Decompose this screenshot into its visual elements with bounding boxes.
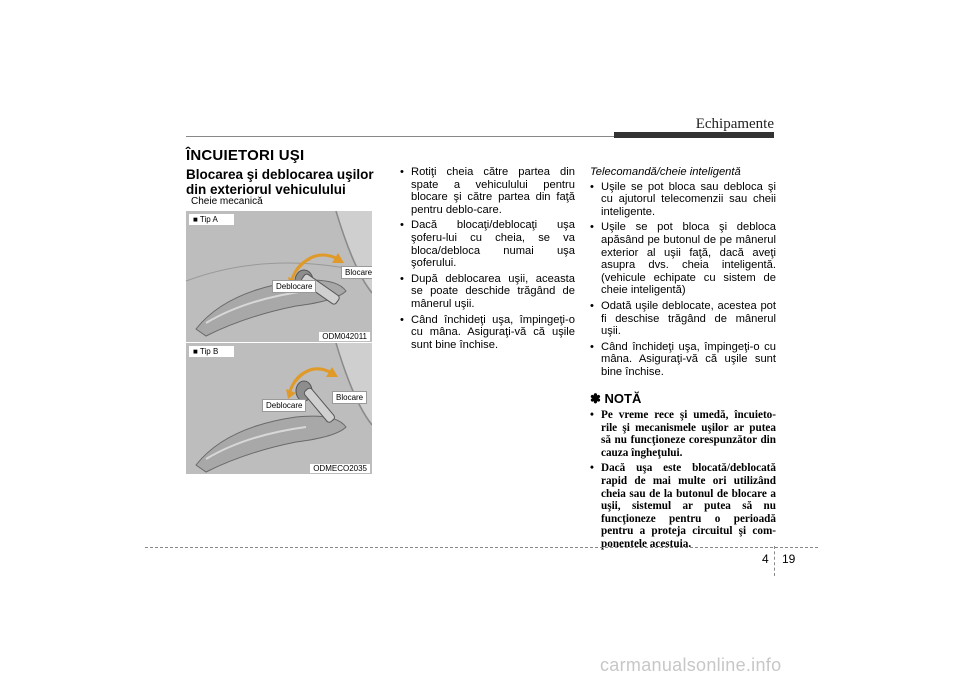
footer-separator [774, 546, 775, 576]
footer-rule [145, 547, 818, 548]
instruction-list [400, 166, 575, 351]
list-item: • Când închideţi uşa, împingeţi-o cu mâna. Asiguraţi-vă că uşile sunt bine închise. [400, 314, 575, 352]
list-item: • După deblocarea uşii, aceasta se poate deschide trăgând de mânerul uşii. [400, 273, 575, 311]
list-item: • Când închideţi uşa, împingeţi-o cu mâna. Asiguraţi-vă că uşile sunt bine închise. [590, 341, 776, 379]
sub-heading: Blocarea şi deblocarea uşilor din exteriorul vehiculului [186, 167, 374, 197]
figure-door-handle-a [186, 211, 372, 342]
figure-type-tag: ■ Tip A [189, 214, 234, 225]
section-title: ÎNCUIETORI UŞI [186, 147, 305, 164]
header-title: Echipamente [695, 116, 774, 132]
remote-key-list [590, 181, 776, 379]
note-list [590, 409, 776, 551]
unlock-callout: Deblocare [272, 280, 316, 293]
list-item: • Uşile se pot bloca şi debloca apăsând pe butonul de pe mânerul exterior al uşii faţă, dacă aveţi asupra dvs. cheia inteligentă. (vehicule echipate cu sistem de cheie inteligentă) [590, 221, 776, 297]
list-item: • Dacă uşa este blocată/deblocată rapid de mai multe ori utilizând cheia sau de la butonul de blocare a uşii, sistemul ar putea să nu funcţioneze pentru o perioadă pentru a proteja circuitul şi com-ponentele acestuia. [590, 462, 776, 550]
unlock-callout: Deblocare [262, 399, 306, 412]
key-label: Cheie mecanică [191, 196, 263, 207]
list-item: • Rotiţi cheia către partea din spate a vehiculului pentru blocare şi către partea din faţă pentru deblo-care. [400, 166, 575, 216]
instructions-column [400, 166, 575, 354]
page-number: 19 [782, 552, 796, 566]
remote-key-column [590, 166, 776, 554]
header-accent-bar [614, 132, 774, 138]
list-item: • Pe vreme rece şi umedă, încuieto-rile şi mecanismele uşilor ar putea să nu funcţioneze corespunzător din cauza îngheţului. [590, 409, 776, 459]
list-item: • Uşile se pot bloca sau debloca şi cu ajutorul telecomenzii sau cheii inteligente. [590, 181, 776, 219]
lock-callout: Blocare [341, 266, 372, 279]
watermark: carmanualsonline.info [600, 655, 782, 675]
list-item: • Odată uşile deblocate, acestea pot fi deschise trăgând de mânerul uşii. [590, 300, 776, 338]
figure-door-handle-b [186, 343, 372, 474]
figure-code: ODMECO2035 [310, 464, 370, 473]
note-title: ✽ NOTĂ [590, 390, 642, 406]
header-rule [186, 136, 616, 137]
figure-code: ODM042011 [319, 332, 370, 341]
lock-callout: Blocare [332, 391, 367, 404]
list-item: • Dacă blocaţi/deblocaţi uşa şoferu-lui cu cheia, se va bloca/debloca numai uşa şoferului. [400, 219, 575, 269]
chapter-number: 4 [762, 552, 769, 566]
figure-type-tag: ■ Tip B [189, 346, 234, 357]
remote-key-heading: Telecomandă/cheie inteligentă [590, 166, 741, 178]
